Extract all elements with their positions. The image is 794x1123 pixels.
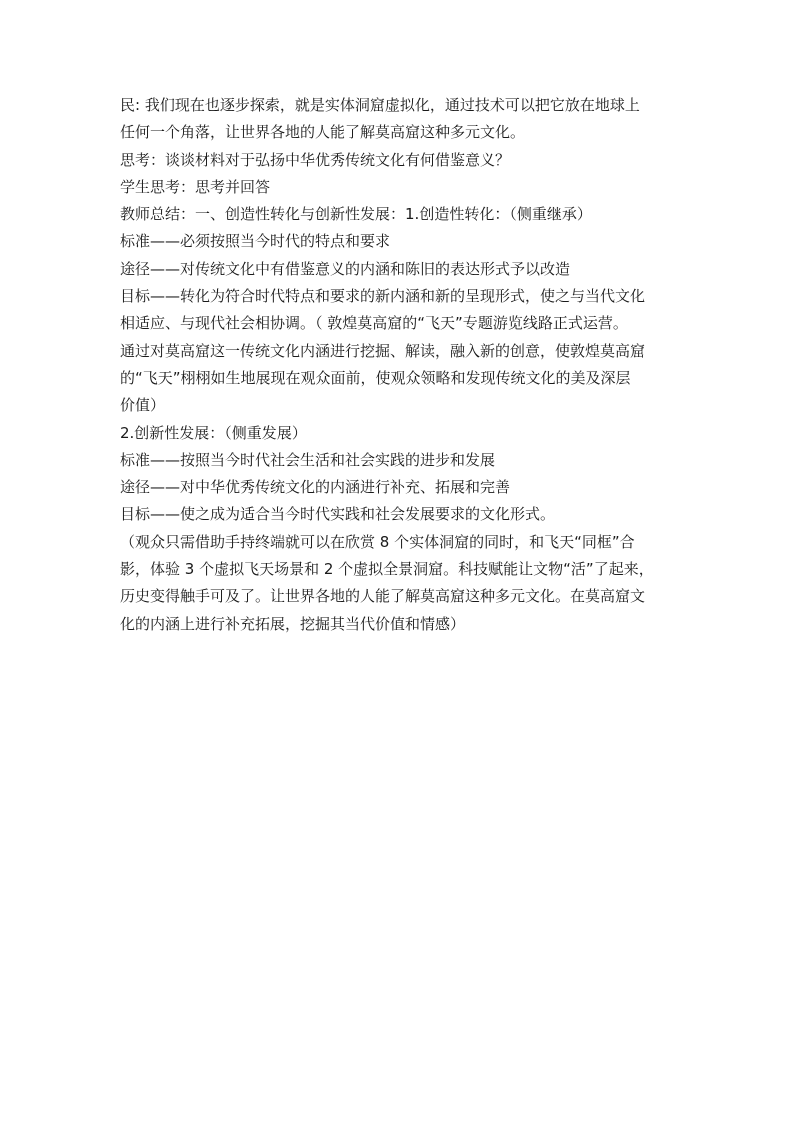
text-line: 民: 我们现在也逐步探索，就是实体洞窟虚拟化，通过技术可以把它放在地球上: [120, 96, 640, 114]
text-line: 价值）: [120, 396, 166, 415]
text-line: 的“飞天”栩栩如生地展现在观众面前，使观众领略和发现传统文化的美及深层: [120, 368, 631, 387]
text-line: 目标——转化为符合时代特点和要求的新内涵和新的呈现形式，使之与当代文化: [120, 287, 646, 306]
text-line: 2.创新性发展：（侧重发展）: [120, 423, 307, 442]
document-body: [120, 92, 680, 638]
text-line: 教师总结：一、创造性转化与创新性发展：1.创造性转化：（侧重继承）: [120, 205, 592, 224]
text-line: 通过对莫高窟这一传统文化内涵进行挖掘、解读，融入新的创意，使敦煌莫高窟: [120, 341, 646, 360]
text-line: 途径——对传统文化中有借鉴意义的内涵和陈旧的表达形式予以改造: [120, 259, 571, 278]
text-line: 目标——使之成为适合当今时代实践和社会发展要求的文化形式。: [120, 505, 556, 524]
text-line: 标准——必须按照当今时代的特点和要求: [120, 232, 391, 251]
text-line: 学生思考：思考并回答: [120, 177, 271, 196]
text-line: 任何一个角落，让世界各地的人能了解莫高窟这种多元文化。: [120, 123, 526, 142]
text-line: 历史变得触手可及了。让世界各地的人能了解莫高窟这种多元文化。在莫高窟文: [120, 587, 646, 606]
text-line: （观众只需借助手持终端就可以在欣赏 8 个实体洞窟的同时，和飞天“同框”合: [120, 532, 635, 551]
text-line: 化的内涵上进行补充拓展，挖掘其当代价值和情感）: [120, 614, 466, 633]
text-line: 相适应、与现代社会相协调。（ 敦煌莫高窟的“飞天”专题游览线路正式运营。: [120, 314, 628, 333]
text-line: 影，体验 3 个虚拟飞天场景和 2 个虚拟全景洞窟。科技赋能让文物“活”了起来，: [120, 560, 654, 579]
text-line: 标准——按照当今时代社会生活和社会实践的进步和发展: [120, 450, 496, 469]
text-line: 思考：谈谈材料对于弘扬中华优秀传统文化有何借鉴意义？: [120, 150, 511, 169]
text-line: 途径——对中华优秀传统文化的内涵进行补充、拓展和完善: [120, 478, 511, 497]
